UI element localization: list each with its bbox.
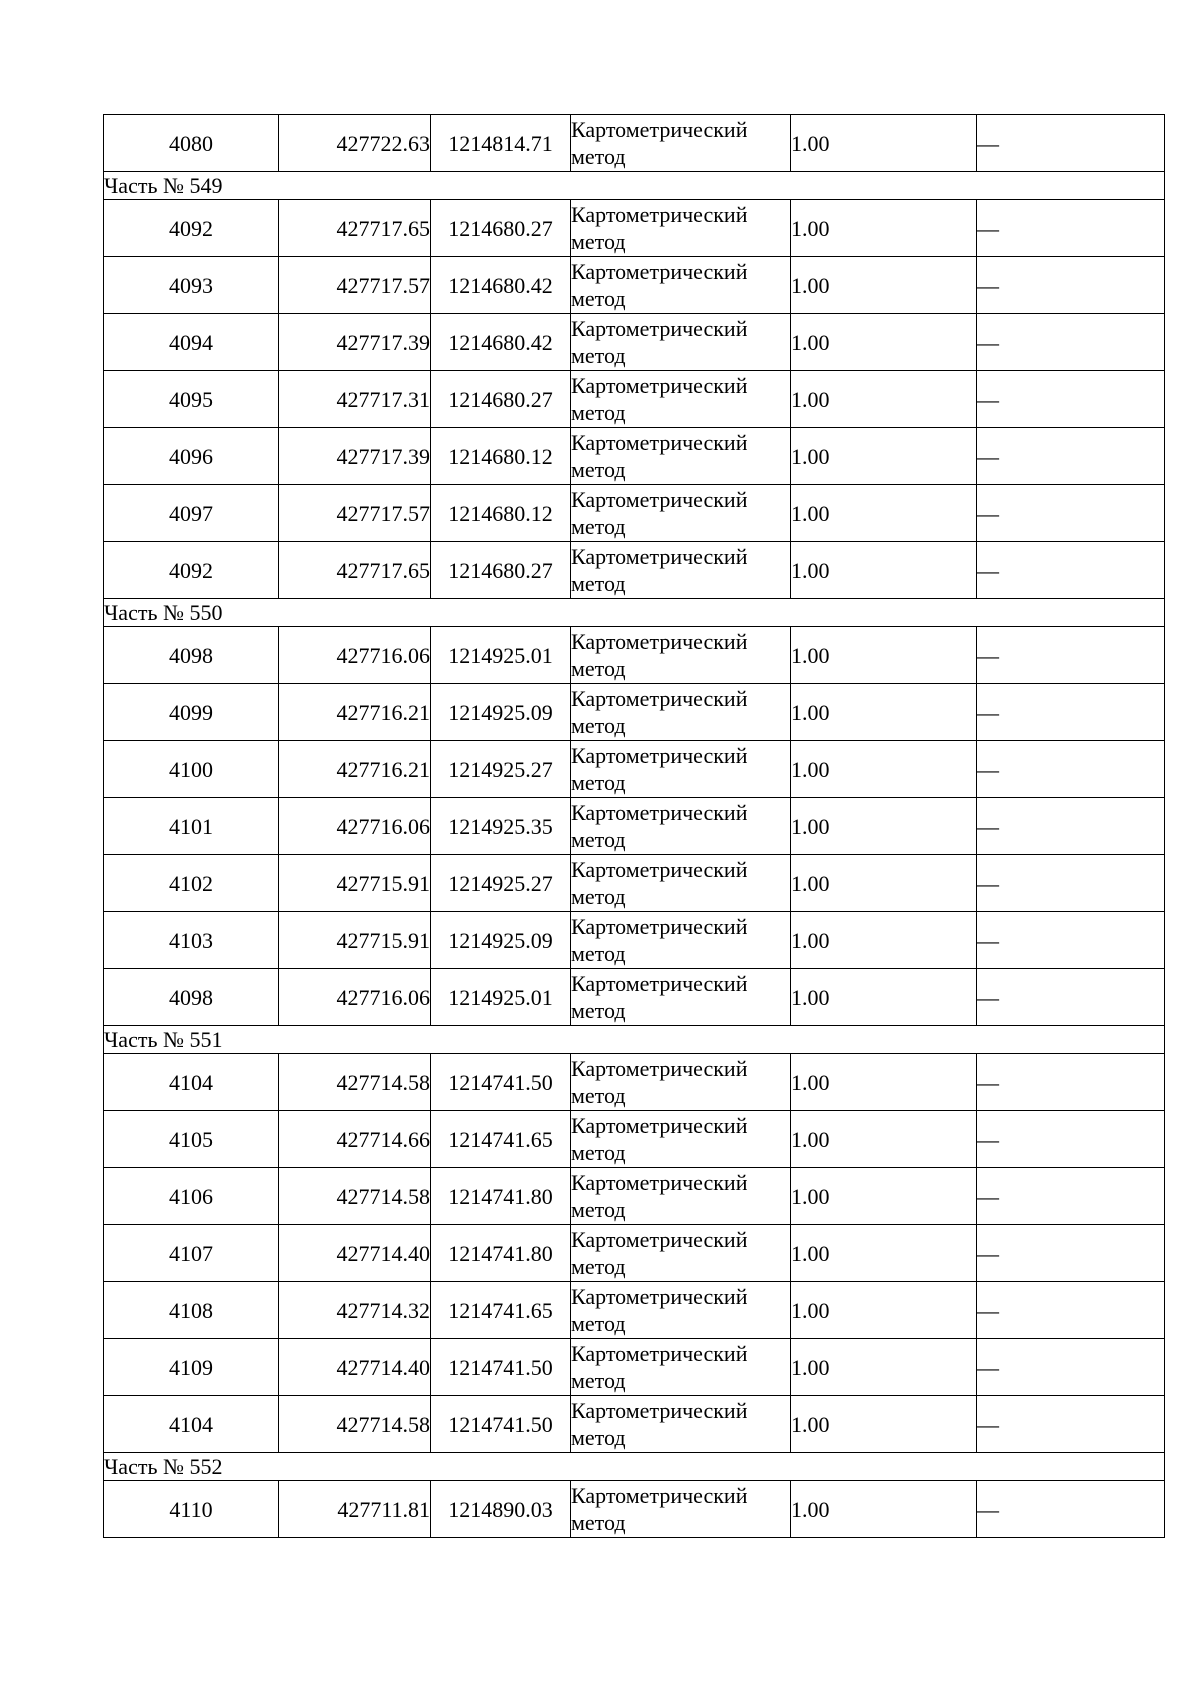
table-row xyxy=(104,1339,1165,1396)
method-line-1: Картометрический xyxy=(571,202,748,227)
description-cell: — xyxy=(977,314,1165,371)
method-cell xyxy=(571,1111,791,1168)
part-header-row xyxy=(104,1026,1165,1054)
x-coordinate-cell: 427711.81 xyxy=(279,1481,431,1538)
description-cell: — xyxy=(977,200,1165,257)
y-coordinate-cell: 1214741.80 xyxy=(431,1168,571,1225)
x-coordinate-cell: 427716.21 xyxy=(279,684,431,741)
y-coordinate-cell: 1214814.71 xyxy=(431,115,571,172)
accuracy-cell: 1.00 xyxy=(791,1225,977,1282)
x-coordinate-cell: 427717.39 xyxy=(279,428,431,485)
description-cell: — xyxy=(977,257,1165,314)
x-coordinate-cell: 427715.91 xyxy=(279,912,431,969)
table-row xyxy=(104,314,1165,371)
accuracy-cell: 1.00 xyxy=(791,257,977,314)
accuracy-cell: 1.00 xyxy=(791,1111,977,1168)
accuracy-cell: 1.00 xyxy=(791,1481,977,1538)
point-number-cell: 4095 xyxy=(104,371,279,428)
method-line-1: Картометрический xyxy=(571,430,748,455)
point-number-cell: 4092 xyxy=(104,542,279,599)
point-number-cell: 4102 xyxy=(104,855,279,912)
accuracy-cell: 1.00 xyxy=(791,314,977,371)
accuracy-cell: 1.00 xyxy=(791,371,977,428)
accuracy-cell: 1.00 xyxy=(791,1282,977,1339)
point-number-cell: 4093 xyxy=(104,257,279,314)
part-label: Часть № 550 xyxy=(104,599,1165,627)
x-coordinate-cell: 427714.58 xyxy=(279,1054,431,1111)
description-cell: — xyxy=(977,741,1165,798)
method-line-2: метод xyxy=(571,827,626,852)
point-number-cell: 4107 xyxy=(104,1225,279,1282)
method-line-2: метод xyxy=(571,1254,626,1279)
method-cell xyxy=(571,1339,791,1396)
description-cell: — xyxy=(977,627,1165,684)
x-coordinate-cell: 427717.57 xyxy=(279,485,431,542)
part-header-row xyxy=(104,172,1165,200)
method-line-2: метод xyxy=(571,229,626,254)
method-line-2: метод xyxy=(571,770,626,795)
point-number-cell: 4101 xyxy=(104,798,279,855)
method-line-1: Картометрический xyxy=(571,857,748,882)
method-line-1: Картометрический xyxy=(571,1284,748,1309)
table-row xyxy=(104,428,1165,485)
method-line-1: Картометрический xyxy=(571,259,748,284)
method-line-1: Картометрический xyxy=(571,1170,748,1195)
method-line-1: Картометрический xyxy=(571,1227,748,1252)
point-number-cell: 4110 xyxy=(104,1481,279,1538)
y-coordinate-cell: 1214925.27 xyxy=(431,855,571,912)
method-line-2: метод xyxy=(571,1311,626,1336)
y-coordinate-cell: 1214925.09 xyxy=(431,684,571,741)
method-cell xyxy=(571,115,791,172)
description-cell: — xyxy=(977,1396,1165,1453)
accuracy-cell: 1.00 xyxy=(791,855,977,912)
point-number-cell: 4097 xyxy=(104,485,279,542)
y-coordinate-cell: 1214680.27 xyxy=(431,371,571,428)
description-cell: — xyxy=(977,1111,1165,1168)
part-label: Часть № 551 xyxy=(104,1026,1165,1054)
x-coordinate-cell: 427714.32 xyxy=(279,1282,431,1339)
accuracy-cell: 1.00 xyxy=(791,1054,977,1111)
part-header-row xyxy=(104,599,1165,627)
y-coordinate-cell: 1214925.27 xyxy=(431,741,571,798)
table-row xyxy=(104,200,1165,257)
description-cell: — xyxy=(977,542,1165,599)
table-row xyxy=(104,1111,1165,1168)
method-line-1: Картометрический xyxy=(571,629,748,654)
point-number-cell: 4109 xyxy=(104,1339,279,1396)
method-line-2: метод xyxy=(571,941,626,966)
method-line-2: метод xyxy=(571,144,626,169)
table-row xyxy=(104,485,1165,542)
accuracy-cell: 1.00 xyxy=(791,1339,977,1396)
method-line-1: Картометрический xyxy=(571,1398,748,1423)
method-line-2: метод xyxy=(571,1368,626,1393)
y-coordinate-cell: 1214890.03 xyxy=(431,1481,571,1538)
y-coordinate-cell: 1214925.01 xyxy=(431,969,571,1026)
method-cell xyxy=(571,1282,791,1339)
table-row xyxy=(104,1054,1165,1111)
description-cell: — xyxy=(977,684,1165,741)
method-line-1: Картометрический xyxy=(571,1113,748,1138)
point-number-cell: 4092 xyxy=(104,200,279,257)
point-number-cell: 4098 xyxy=(104,969,279,1026)
point-number-cell: 4104 xyxy=(104,1396,279,1453)
method-line-1: Картометрический xyxy=(571,117,748,142)
x-coordinate-cell: 427717.65 xyxy=(279,542,431,599)
method-line-2: метод xyxy=(571,457,626,482)
x-coordinate-cell: 427716.21 xyxy=(279,741,431,798)
description-cell: — xyxy=(977,1481,1165,1538)
accuracy-cell: 1.00 xyxy=(791,684,977,741)
accuracy-cell: 1.00 xyxy=(791,115,977,172)
point-number-cell: 4098 xyxy=(104,627,279,684)
x-coordinate-cell: 427716.06 xyxy=(279,627,431,684)
x-coordinate-cell: 427714.40 xyxy=(279,1339,431,1396)
method-cell xyxy=(571,627,791,684)
method-line-1: Картометрический xyxy=(571,914,748,939)
y-coordinate-cell: 1214741.65 xyxy=(431,1282,571,1339)
y-coordinate-cell: 1214925.09 xyxy=(431,912,571,969)
method-cell xyxy=(571,1168,791,1225)
y-coordinate-cell: 1214741.50 xyxy=(431,1396,571,1453)
accuracy-cell: 1.00 xyxy=(791,627,977,684)
point-number-cell: 4105 xyxy=(104,1111,279,1168)
table-row xyxy=(104,1168,1165,1225)
x-coordinate-cell: 427715.91 xyxy=(279,855,431,912)
accuracy-cell: 1.00 xyxy=(791,485,977,542)
description-cell: — xyxy=(977,485,1165,542)
method-line-1: Картометрический xyxy=(571,544,748,569)
x-coordinate-cell: 427717.65 xyxy=(279,200,431,257)
method-cell xyxy=(571,200,791,257)
table-row xyxy=(104,542,1165,599)
accuracy-cell: 1.00 xyxy=(791,1396,977,1453)
y-coordinate-cell: 1214741.50 xyxy=(431,1339,571,1396)
table-row xyxy=(104,115,1165,172)
method-cell xyxy=(571,371,791,428)
table-row xyxy=(104,257,1165,314)
method-line-1: Картометрический xyxy=(571,373,748,398)
x-coordinate-cell: 427714.58 xyxy=(279,1168,431,1225)
description-cell: — xyxy=(977,1282,1165,1339)
method-cell xyxy=(571,428,791,485)
x-coordinate-cell: 427714.66 xyxy=(279,1111,431,1168)
method-cell xyxy=(571,542,791,599)
method-line-1: Картометрический xyxy=(571,743,748,768)
accuracy-cell: 1.00 xyxy=(791,542,977,599)
method-line-2: метод xyxy=(571,884,626,909)
method-line-2: метод xyxy=(571,286,626,311)
method-line-2: метод xyxy=(571,1197,626,1222)
x-coordinate-cell: 427717.39 xyxy=(279,314,431,371)
y-coordinate-cell: 1214680.42 xyxy=(431,257,571,314)
method-cell xyxy=(571,1225,791,1282)
x-coordinate-cell: 427716.06 xyxy=(279,969,431,1026)
table-row xyxy=(104,741,1165,798)
point-number-cell: 4100 xyxy=(104,741,279,798)
y-coordinate-cell: 1214741.80 xyxy=(431,1225,571,1282)
method-line-2: метод xyxy=(571,998,626,1023)
description-cell: — xyxy=(977,115,1165,172)
y-coordinate-cell: 1214925.01 xyxy=(431,627,571,684)
method-cell xyxy=(571,257,791,314)
method-cell xyxy=(571,684,791,741)
accuracy-cell: 1.00 xyxy=(791,912,977,969)
method-line-2: метод xyxy=(571,1510,626,1535)
method-cell xyxy=(571,855,791,912)
table-row xyxy=(104,627,1165,684)
description-cell: — xyxy=(977,1054,1165,1111)
point-number-cell: 4080 xyxy=(104,115,279,172)
method-line-2: метод xyxy=(571,656,626,681)
method-line-1: Картометрический xyxy=(571,686,748,711)
method-cell xyxy=(571,1396,791,1453)
point-number-cell: 4104 xyxy=(104,1054,279,1111)
method-line-1: Картометрический xyxy=(571,1483,748,1508)
table-row xyxy=(104,1225,1165,1282)
method-cell xyxy=(571,969,791,1026)
point-number-cell: 4099 xyxy=(104,684,279,741)
description-cell: — xyxy=(977,1339,1165,1396)
method-cell xyxy=(571,314,791,371)
table-row xyxy=(104,371,1165,428)
x-coordinate-cell: 427717.31 xyxy=(279,371,431,428)
description-cell: — xyxy=(977,371,1165,428)
part-label: Часть № 549 xyxy=(104,172,1165,200)
point-number-cell: 4106 xyxy=(104,1168,279,1225)
x-coordinate-cell: 427717.57 xyxy=(279,257,431,314)
method-line-1: Картометрический xyxy=(571,487,748,512)
accuracy-cell: 1.00 xyxy=(791,798,977,855)
method-line-1: Картометрический xyxy=(571,1056,748,1081)
method-line-2: метод xyxy=(571,343,626,368)
table-row xyxy=(104,684,1165,741)
y-coordinate-cell: 1214741.50 xyxy=(431,1054,571,1111)
description-cell: — xyxy=(977,1225,1165,1282)
description-cell: — xyxy=(977,428,1165,485)
x-coordinate-cell: 427716.06 xyxy=(279,798,431,855)
method-line-2: метод xyxy=(571,571,626,596)
method-line-2: метод xyxy=(571,1140,626,1165)
method-line-1: Картометрический xyxy=(571,1341,748,1366)
method-cell xyxy=(571,485,791,542)
table-row xyxy=(104,855,1165,912)
description-cell: — xyxy=(977,969,1165,1026)
x-coordinate-cell: 427714.58 xyxy=(279,1396,431,1453)
table-row xyxy=(104,798,1165,855)
coordinates-table-body xyxy=(104,115,1165,1538)
table-row xyxy=(104,1396,1165,1453)
method-line-2: метод xyxy=(571,1083,626,1108)
accuracy-cell: 1.00 xyxy=(791,200,977,257)
method-cell xyxy=(571,741,791,798)
y-coordinate-cell: 1214680.27 xyxy=(431,542,571,599)
table-row xyxy=(104,1481,1165,1538)
accuracy-cell: 1.00 xyxy=(791,741,977,798)
table-row xyxy=(104,912,1165,969)
point-number-cell: 4094 xyxy=(104,314,279,371)
description-cell: — xyxy=(977,912,1165,969)
coordinates-table xyxy=(103,114,1165,1538)
point-number-cell: 4096 xyxy=(104,428,279,485)
x-coordinate-cell: 427714.40 xyxy=(279,1225,431,1282)
description-cell: — xyxy=(977,855,1165,912)
method-line-1: Картометрический xyxy=(571,800,748,825)
method-line-2: метод xyxy=(571,1425,626,1450)
accuracy-cell: 1.00 xyxy=(791,1168,977,1225)
y-coordinate-cell: 1214925.35 xyxy=(431,798,571,855)
point-number-cell: 4108 xyxy=(104,1282,279,1339)
part-header-row xyxy=(104,1453,1165,1481)
method-cell xyxy=(571,912,791,969)
y-coordinate-cell: 1214680.27 xyxy=(431,200,571,257)
table-row xyxy=(104,969,1165,1026)
method-line-1: Картометрический xyxy=(571,316,748,341)
description-cell: — xyxy=(977,1168,1165,1225)
method-cell xyxy=(571,1054,791,1111)
method-line-1: Картометрический xyxy=(571,971,748,996)
y-coordinate-cell: 1214680.12 xyxy=(431,485,571,542)
y-coordinate-cell: 1214680.12 xyxy=(431,428,571,485)
accuracy-cell: 1.00 xyxy=(791,969,977,1026)
description-cell: — xyxy=(977,798,1165,855)
y-coordinate-cell: 1214680.42 xyxy=(431,314,571,371)
x-coordinate-cell: 427722.63 xyxy=(279,115,431,172)
y-coordinate-cell: 1214741.65 xyxy=(431,1111,571,1168)
part-label: Часть № 552 xyxy=(104,1453,1165,1481)
method-line-2: метод xyxy=(571,400,626,425)
point-number-cell: 4103 xyxy=(104,912,279,969)
accuracy-cell: 1.00 xyxy=(791,428,977,485)
method-line-2: метод xyxy=(571,713,626,738)
method-cell xyxy=(571,1481,791,1538)
method-cell xyxy=(571,798,791,855)
method-line-2: метод xyxy=(571,514,626,539)
table-row xyxy=(104,1282,1165,1339)
